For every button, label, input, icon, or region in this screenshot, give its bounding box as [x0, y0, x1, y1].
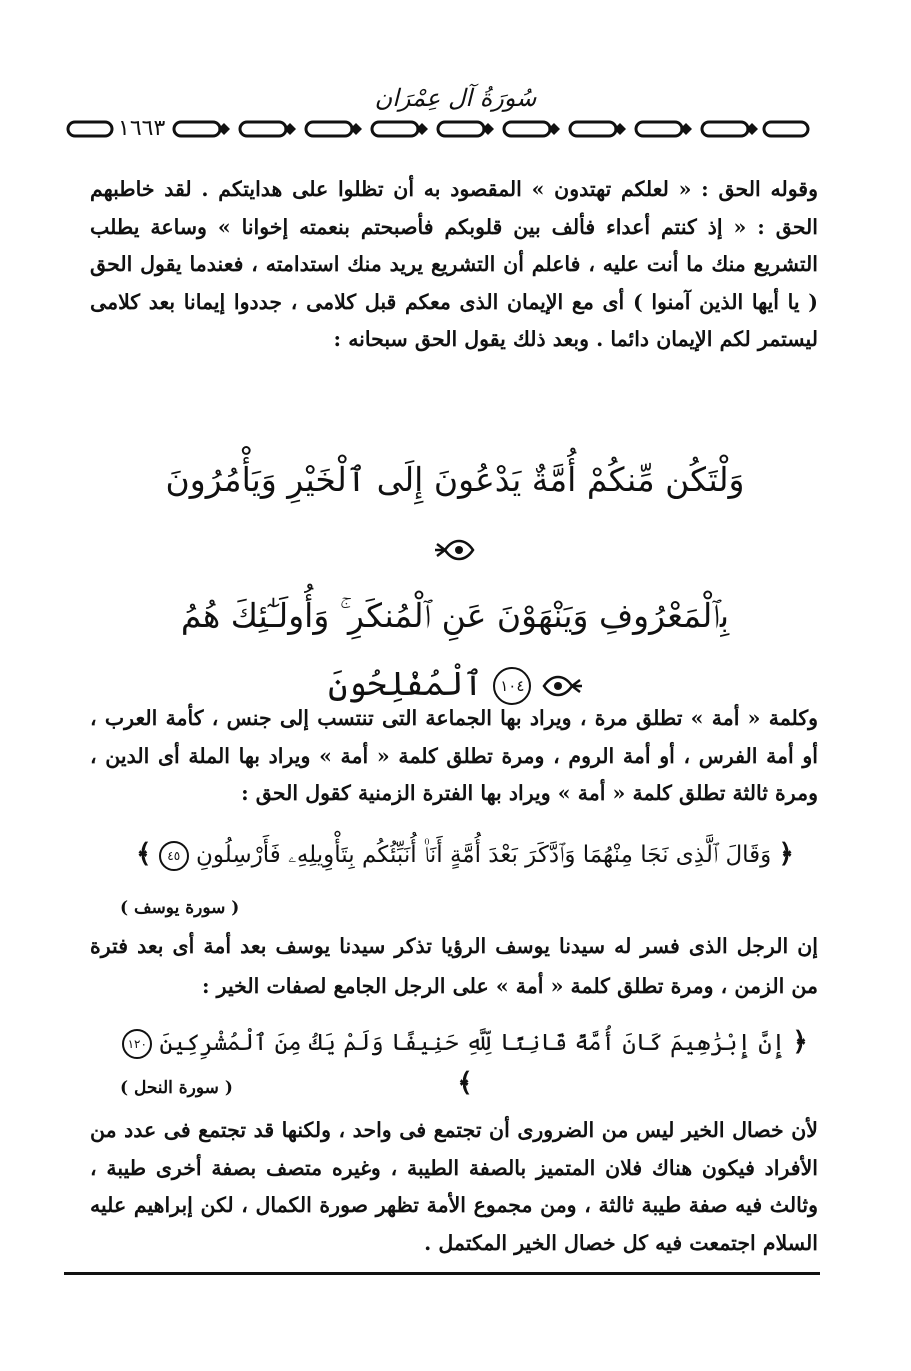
decorative-border: [64, 116, 812, 142]
verse-line-2: بِٱلْمَعْرُوفِ وَيَنْهَوْنَ عَنِ ٱلْمُنكَرِ ۚ وَأُولَـٰٓئِكَ هُمُ: [180, 596, 730, 635]
verse-line-1: وَلْتَكُن مِّنكُمْ أُمَّةٌ يَدْعُونَ إِلَى ٱلْخَيْرِ وَيَأْمُرُونَ: [145, 446, 765, 582]
verse-yusuf: [120, 834, 810, 875]
paragraph-1: وقوله الحق : « لعلكم تهتدون » المقصود به أن تظلوا على هدايتكم . لقد خاطبهم الحق : « إذ كنتم أعداء فألف بين قلوبكم فأصبحتم بنعمته إخوانا » وساعة يطلب التشريع منك ما أنت عليه ، فاعلم أن التشريع يريد منك استدامته ، فعندما يقول الحق ( يا أيها الذين آمنوا ) أى مع الإيمان الذى معكم قبل كلامى ، جددوا إيمانا بعد كلامى ليستمر لكم الإيمان دائما . وبعد ذلك يقول الحق سبحانه :: [90, 177, 818, 351]
verse-text: إِنَّ إِبْرَٰهِيمَ كَانَ أُمَّةً قَانِتًا لِّلَّهِ حَنِيفًا وَلَمْ يَكُ مِنَ ٱلْمُشْرِكِينَ: [159, 1030, 786, 1056]
page-number: ١٦٦٣: [114, 116, 169, 142]
paragraph-2: وكلمة « أمة » تطلق مرة ، ويراد بها الجماعة التى تنتسب إلى جنس ، كأمة العرب ، أو أمة الفرس ، أو أمة الروم ، ومرة تطلق كلمة « أمة » ويراد بها الملة أى الدين ، ومرة ثالثة تطلق كلمة « أمة » ويراد بها الفترة الزمنية كقول الحق :: [90, 706, 818, 805]
verse-close-bracket: ﴾: [457, 1068, 473, 1098]
paragraph-3: إن الرجل الذى فسر له سيدنا يوسف الرؤيا تذكر سيدنا يوسف بعد أمة أى بعد فترة من الزمن ، ومرة تطلق كلمة « أمة » على الرجل الجامع لصفات الخير :: [90, 934, 818, 998]
verse-close-bracket: ﴾: [136, 839, 152, 869]
verse-open-ornament-icon: [435, 534, 475, 566]
verse-close-ornament-icon: [542, 670, 582, 702]
paragraph-4: لأن خصال الخير ليس من الضرورى أن تجتمع فى واحد ، ولكنها قد تجتمع فى عدد من الأفراد فيكون هناك فلان المتميز بالصفة الطيبة ، وغيره متصف بصفة أخرى طيبة ، وثالث فيه صفة طيبة ثالثة ، ومن مجموع الأمة تظهر صورة الكمال ، لكن إبراهيم عليه السلام اجتمعت فيه كل خصال الخير المكتمل .: [90, 1118, 818, 1255]
ayah-number-badge: ١٢٠: [122, 1029, 152, 1059]
footer-rule: [64, 1272, 820, 1275]
surah-reference: ( سورة يوسف ): [120, 898, 240, 918]
verse-line-3: ١٠٤ ٱلْمُفْلِحُونَ: [145, 650, 765, 718]
verse-text: وَقَالَ ٱلَّذِى نَجَا مِنْهُمَا وَٱدَّكَرَ بَعْدَ أُمَّةٍ أَنَا۠ أُنَبِّئُكُم بِتَأْوِيلِهِۦ فَأَرْسِلُونِ: [196, 842, 772, 868]
main-verse: [145, 446, 765, 718]
ayah-number-badge: ٤٥: [159, 841, 189, 871]
surah-title: سُورَةُ آل عِمْرَان: [374, 84, 537, 112]
verse-open-bracket: ﴿: [792, 1027, 808, 1057]
verse-open-bracket: ﴿: [778, 839, 794, 869]
ayah-number-badge: ١٠٤: [493, 667, 531, 705]
surah-reference: ( سورة النحل ): [120, 1078, 233, 1098]
